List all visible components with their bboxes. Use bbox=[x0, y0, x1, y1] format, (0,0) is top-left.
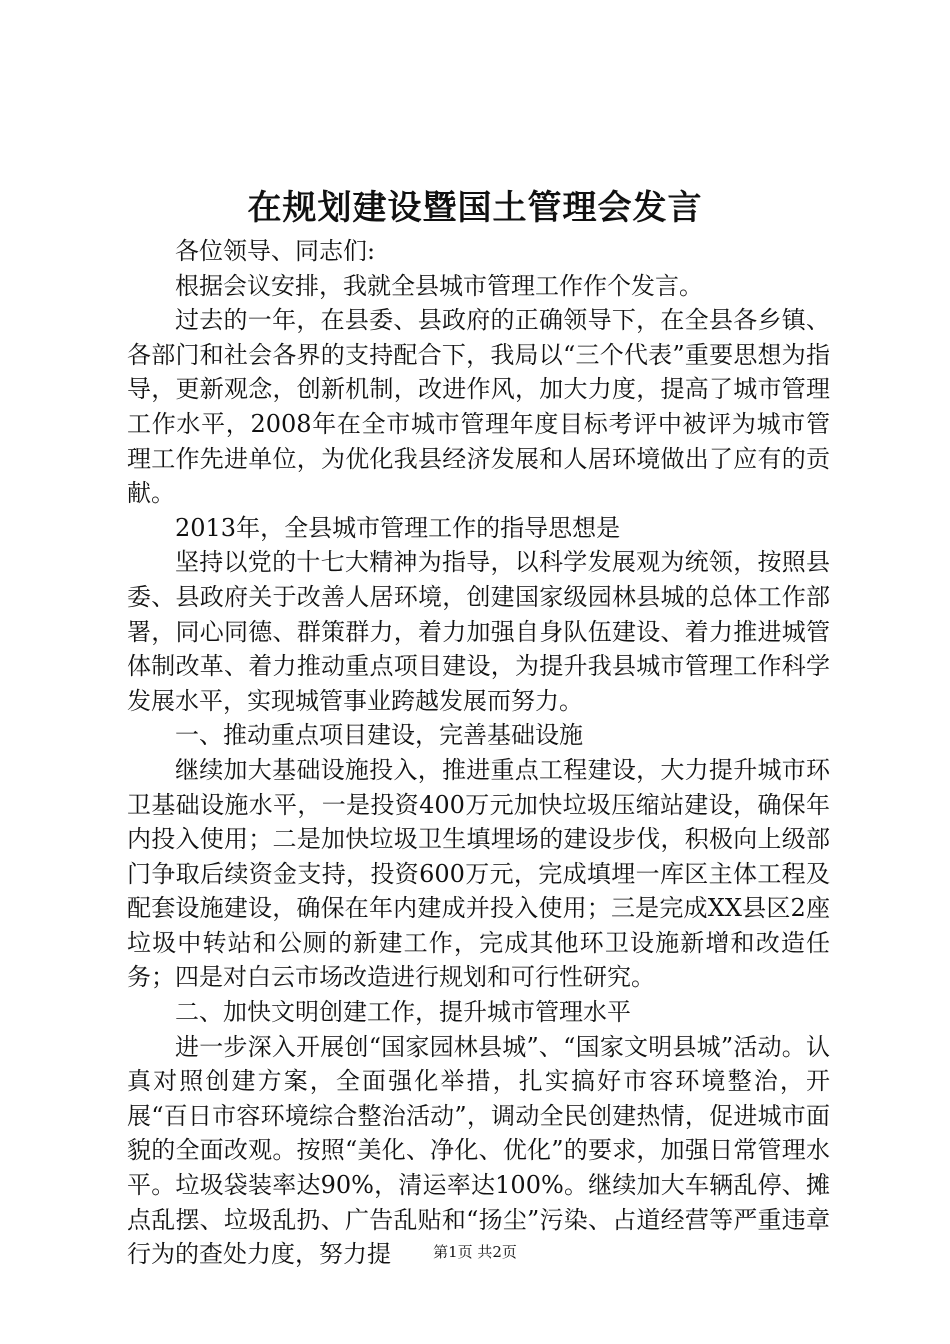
paragraph-intro: 根据会议安排，我就全县城市管理工作作个发言。 bbox=[175, 271, 703, 300]
document-title: 在规划建设暨国土管理会发言 bbox=[247, 188, 703, 228]
paragraph-section-1: 继续加大基础设施投入，推进重点工程建设，大力提升城市环卫基础设施水平，一是投资400万元加快垃圾压缩站建设，确保年内投入使用；二是加快垃圾卫生填埋场的建设步伐，积极向上级部门争取后续资金支持，投资600万元，完成填埋一库区主体工程及配套设施建设，确保在年内建成并投入使用；三是完成XX县区2座垃圾中转站和公厕的新建工作，完成其他环卫设施新增和改造任务；四是对白云市场改造进行规划和可行性研究。 bbox=[127, 755, 830, 992]
paragraph-salutation: 各位领导、同志们: bbox=[175, 237, 376, 265]
paragraph-section-2: 进一步深入开展创“国家园林县城”、“国家文明县城”活动。认真对照创建方案，全面强化举措，扎实搞好市容环境整治，开展“百日市容环境综合整治活动”，调动全民创建热情，促进城市面貌的全面改观。按照“美化、净化、优化”的要求，加强日常管理水平。垃圾袋装率达90%，清运率达100%。继续加大车辆乱停、摊点乱摆、垃圾乱扔、广告乱贴和“扬尘”污染、占道经营等严重违章行为的查处力度，努力提 bbox=[127, 1032, 830, 1269]
paragraph-review: 过去的一年，在县委、县政府的正确领导下，在全县各乡镇、各部门和社会各界的支持配合下，我局以“三个代表”重要思想为指导，更新观念，创新机制，改进作风，加大力度，提高了城市管理工作水平，2008年在全市城市管理年度目标考评中被评为城市管理工作先进单位，为优化我县经济发展和人居环境做出了应有的贡献。 bbox=[127, 306, 830, 508]
paragraph-guideline: 坚持以党的十七大精神为指导，以科学发展观为统领，按照县委、县政府关于改善人居环境，创建国家级园林县城的总体工作部署，同心同德、群策群力，着力加强自身队伍建设、着力推进城管体制改革、着力推动重点项目建设，为提升我县城市管理工作科学发展水平，实现城管事业跨越发展而努力。 bbox=[127, 548, 830, 715]
page-footer: 第1页 共2页 bbox=[433, 1243, 517, 1261]
section-heading-1: 一、推动重点项目建设，完善基础设施 bbox=[175, 721, 583, 750]
paragraph-guideline-heading: 2013年，全县城市管理工作的指导思想是 bbox=[175, 513, 621, 542]
section-heading-2: 二、加快文明创建工作，提升城市管理水平 bbox=[175, 998, 631, 1027]
document-body bbox=[127, 234, 830, 1272]
